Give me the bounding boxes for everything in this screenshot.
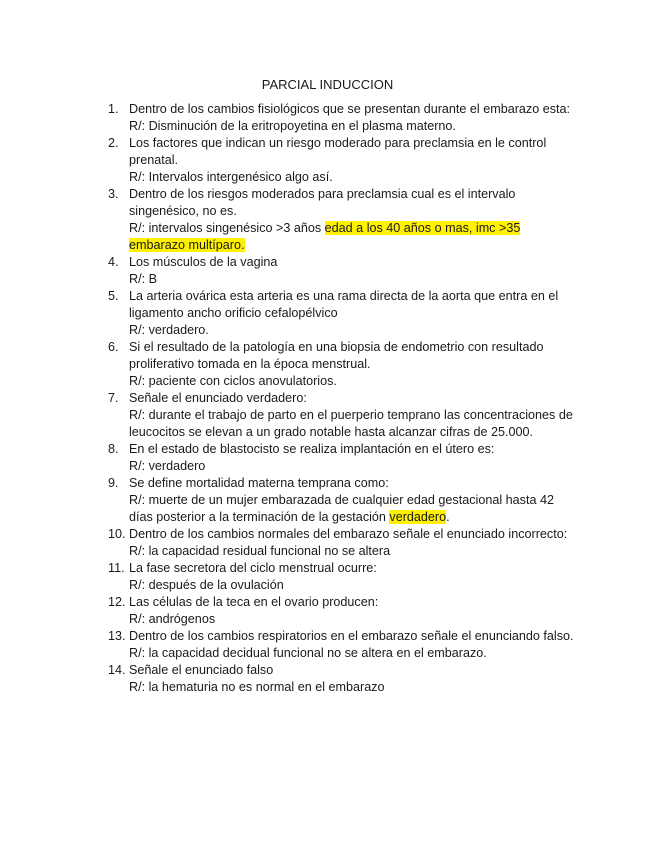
list-item xyxy=(108,101,578,135)
item-number: 1. xyxy=(108,102,119,116)
question-text: Dentro de los cambios normales del embarazo señale el enunciado incorrecto: xyxy=(129,527,568,541)
answer-text xyxy=(129,492,578,526)
list-item xyxy=(108,526,578,560)
page-title: PARCIAL INDUCCION xyxy=(261,77,394,92)
question-text: Los factores que indican un riesgo moderado para preclamsia en le control prenatal. xyxy=(129,136,547,167)
highlighted-answer: verdadero xyxy=(389,510,447,524)
list-item xyxy=(108,339,578,390)
item-number: 11. xyxy=(108,561,125,575)
list-item xyxy=(108,475,578,526)
answer-text: R/: Intervalos intergenésico algo así. xyxy=(129,170,333,184)
question-text: Señale el enunciado verdadero: xyxy=(129,391,307,405)
item-number: 10. xyxy=(108,527,126,541)
item-number: 4. xyxy=(108,255,119,269)
highlighted-answer: edad a los 40 años o mas, imc >35 embarazo multíparo. xyxy=(129,221,521,252)
answer-text: R/: después de la ovulación xyxy=(129,578,284,592)
question-list xyxy=(108,101,578,696)
answer-text: R/: Disminución de la eritropoyetina en el plasma materno. xyxy=(129,119,456,133)
answer-text: R/: andrógenos xyxy=(129,612,216,626)
item-number: 7. xyxy=(108,391,119,405)
list-item xyxy=(108,288,578,339)
question-text: La arteria ovárica esta arteria es una rama directa de la aorta que entra en el ligamento ancho orificio cefalopélvico xyxy=(129,289,559,320)
answer-text: R/: paciente con ciclos anovulatorios. xyxy=(129,374,337,388)
item-number: 12. xyxy=(108,595,126,609)
list-item xyxy=(108,628,578,662)
question-text: En el estado de blastocisto se realiza implantación en el útero es: xyxy=(129,442,495,456)
question-text: La fase secretora del ciclo menstrual ocurre: xyxy=(129,561,377,575)
question-text: Si el resultado de la patología en una biopsia de endometrio con resultado proliferativo tomada en la época menstrual. xyxy=(129,340,544,371)
item-number: 14. xyxy=(108,663,126,677)
item-number: 8. xyxy=(108,442,119,456)
answer-plain: R/: intervalos singenésico >3 años xyxy=(129,221,322,235)
list-item xyxy=(108,254,578,288)
list-item xyxy=(108,594,578,628)
list-item xyxy=(108,441,578,475)
answer-text: R/: durante el trabajo de parto en el puerperio temprano las concentraciones de leucocitos se elevan a un grado notable hasta alcanzar cifras de 25.000. xyxy=(129,408,573,439)
item-number: 5. xyxy=(108,289,119,303)
item-number: 2. xyxy=(108,136,119,150)
item-number: 9. xyxy=(108,476,119,490)
answer-tail: . xyxy=(446,510,450,524)
question-text: Dentro de los cambios respiratorios en el embarazo señale el enunciando falso. xyxy=(129,629,574,643)
answer-text: R/: la capacidad residual funcional no se altera xyxy=(129,544,391,558)
item-number: 13. xyxy=(108,629,126,643)
list-item xyxy=(108,662,578,696)
question-text: Dentro de los cambios fisiológicos que se presentan durante el embarazo esta: xyxy=(129,102,571,116)
answer-text: R/: la capacidad decidual funcional no se altera en el embarazo. xyxy=(129,646,487,660)
answer-text: R/: B xyxy=(129,272,157,286)
answer-text xyxy=(129,220,578,254)
answer-text: R/: verdadero xyxy=(129,459,206,473)
question-text: Los músculos de la vagina xyxy=(129,255,278,269)
question-text: Las células de la teca en el ovario producen: xyxy=(129,595,379,609)
list-item xyxy=(108,390,578,441)
item-number: 6. xyxy=(108,340,119,354)
question-text: Dentro de los riesgos moderados para preclamsia cual es el intervalo singenésico, no es. xyxy=(129,187,516,218)
question-text: Señale el enunciado falso xyxy=(129,663,274,677)
answer-plain: R/: muerte de un mujer embarazada de cualquier edad gestacional hasta 42 días posterior a la terminación de la gestación xyxy=(129,493,554,524)
list-item xyxy=(108,186,578,254)
list-item xyxy=(108,560,578,594)
answer-text: R/: verdadero. xyxy=(129,323,209,337)
item-number: 3. xyxy=(108,187,119,201)
answer-text: R/: la hematuria no es normal en el embarazo xyxy=(129,680,385,694)
list-item xyxy=(108,135,578,186)
question-text: Se define mortalidad materna temprana como: xyxy=(129,476,389,490)
